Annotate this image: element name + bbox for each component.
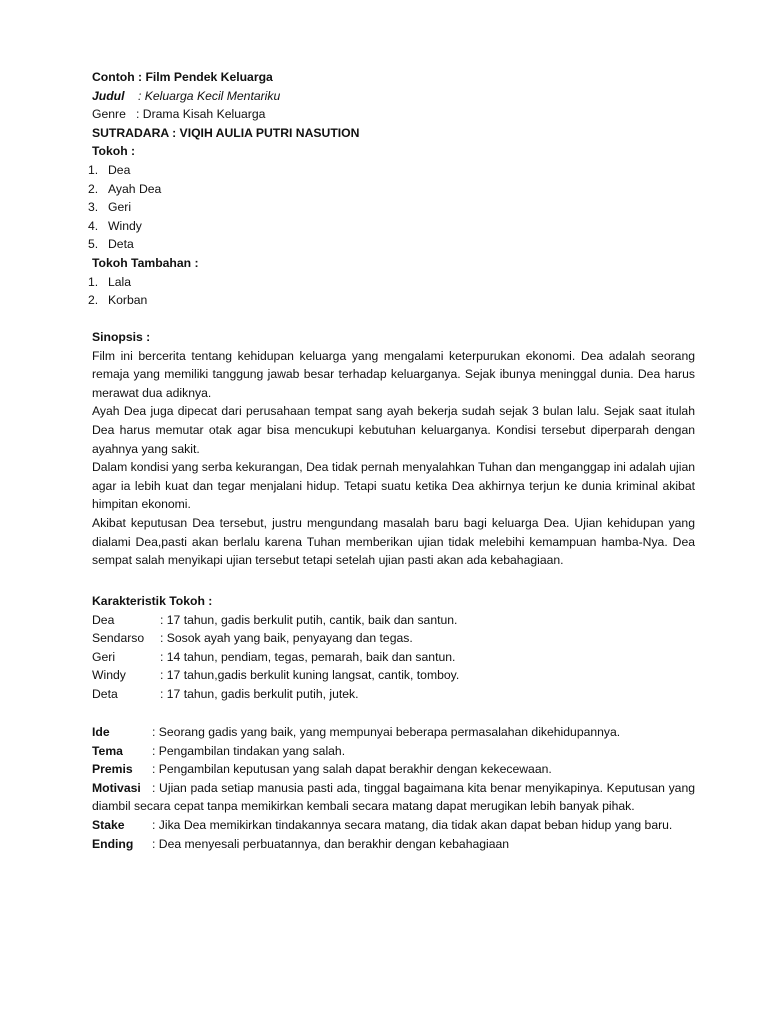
element-desc: : Pengambilan tindakan yang salah. [152,743,346,758]
list-text: Lala [108,274,132,289]
element-row [92,835,695,854]
karakteristik-heading: Karakteristik Tokoh : [92,594,213,608]
list-number: 4. [88,218,99,233]
element-desc: : Pengambilan keputusan yang salah dapat berakhir dengan kekecewaan. [152,762,552,777]
karakter-desc: : Sosok ayah yang baik, penyayang dan tegas. [160,631,413,646]
list-number: 5. [88,237,99,252]
element-desc: : Ujian pada setiap manusia pasti ada, tinggal bagaimana kita benar menyikapinya. Keputusan yang diambil secara cepat tanpa memikirkan kembali secara matang dapat merugikan lebih banyak pihak. [92,780,695,814]
karakteristik-section [92,592,695,704]
karakter-name: Sendarso [92,631,145,646]
list-item [88,273,695,292]
karakter-desc: : 17 tahun,gadis berkulit kuning langsat, cantik, tomboy. [160,668,460,683]
sinopsis-paragraph: Dalam kondisi yang serba kekurangan, Dea tidak pernah menyalahkan Tuhan dan menganggap ini adalah ujian agar ia lebih kuat dan tegar menjalani hidup. Tetapi suatu ketika Dea akhirnya terjun ke dunia kriminal akibat himpitan ekonomi. [92,460,696,512]
element-label: Ending [92,836,134,851]
karakter-name: Dea [92,612,115,627]
karakter-desc: : 17 tahun, gadis berkulit putih, cantik, baik dan santun. [160,612,458,627]
sinopsis-paragraph: Film ini bercerita tentang kehidupan keluarga yang mengalami keterpurukan ekonomi. Dea adalah seorang remaja yang memiliki tanggung jawab besar terhadap keluarganya. Sejak ibunya meninggal dunia. Dea harus merawat dua adiknya. [92,348,695,400]
karakter-name: Windy [92,668,126,683]
element-row [92,742,695,761]
judul-line [92,87,695,106]
header-block [88,68,695,310]
element-label: Premis [92,762,133,777]
element-desc: : Jika Dea memikirkan tindakannya secara matang, dia tidak akan dapat beban hidup yang baru. [152,817,673,832]
story-elements-section [92,723,695,853]
list-text: Windy [108,218,142,233]
list-text: Dea [108,162,131,177]
karakter-name: Deta [92,686,118,701]
genre-value: : Drama Kisah Keluarga [136,107,266,122]
karakter-row [92,685,695,704]
tokoh-list [88,161,695,254]
element-desc: : Dea menyesali perbuatannya, dan berakhir dengan kebahagiaan [152,836,510,851]
sinopsis-paragraph: Ayah Dea juga dipecat dari perusahaan tempat sang ayah bekerja sudah sejak 3 bulan lalu. Sejak saat itulah Dea harus memutar otak agar bisa mencukupi kebutuhan keluarganya. Kondisi tersebut diperparah dengan ayahnya yang sakit. [92,404,695,456]
list-item [88,180,695,199]
list-text: Ayah Dea [108,181,162,196]
list-number: 2. [88,293,99,308]
list-number: 1. [88,274,99,289]
tokoh-tambahan-list [88,273,695,310]
sinopsis-paragraph: Akibat keputusan Dea tersebut, justru mengundang masalah baru bagi keluarga Dea. Ujian kehidupan yang dialami Dea,pasti akan berlalu karena Tuhan memberikan ujian tidak melebihi kemampuan hamba-Nya. Dea sempat salah menyikapi ujian tersebut tetapi setelah ujian pasti akan ada kebahagiaan. [92,515,695,568]
list-item [88,291,695,310]
genre-label: Genre [92,107,126,122]
contoh-title: Contoh : Film Pendek Keluarga [92,70,273,84]
karakter-row [92,629,695,648]
tokoh-tambahan-heading: Tokoh Tambahan : [92,255,199,270]
sinopsis-heading: Sinopsis : [92,330,151,344]
karakter-name: Geri [92,649,116,664]
element-label: Motivasi [92,780,141,795]
karakter-row [92,666,695,685]
list-item [88,198,695,217]
list-number: 2. [88,181,99,196]
element-row [92,816,695,835]
list-item [88,217,695,236]
karakter-row [92,611,695,630]
sinopsis-section [92,328,695,570]
karakter-desc: : 17 tahun, gadis berkulit putih, jutek. [160,686,359,701]
list-text: Deta [108,237,134,252]
list-text: Geri [108,200,132,215]
element-label: Stake [92,817,125,832]
list-number: 3. [88,200,99,215]
sutradara-line: SUTRADARA : VIQIH AULIA PUTRI NASUTION [92,125,360,140]
judul-value: : Keluarga Kecil Mentariku [138,88,281,103]
karakter-desc: : 14 tahun, pendiam, tegas, pemarah, baik dan santun. [160,649,456,664]
tokoh-heading: Tokoh : [92,144,136,159]
list-number: 1. [88,162,99,177]
element-row [92,760,695,779]
element-label: Ide [92,725,110,739]
element-label: Tema [92,743,123,758]
list-text: Korban [108,293,148,308]
element-row [92,723,695,742]
genre-line [92,105,695,124]
list-item [88,235,695,254]
list-item [88,161,695,180]
karakter-row [92,648,695,667]
element-desc: : Seorang gadis yang baik, yang mempunyai beberapa permasalahan dikehidupannya. [152,725,621,739]
judul-label: Judul [92,88,125,103]
element-row [92,779,695,816]
